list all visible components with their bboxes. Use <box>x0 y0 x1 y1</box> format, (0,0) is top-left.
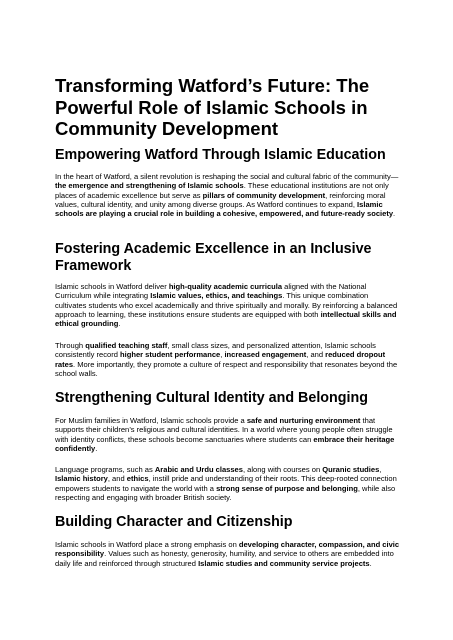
paragraph <box>55 416 400 453</box>
bold-text: intellectual skills and ethical grounding <box>55 310 397 329</box>
paragraph <box>55 540 400 568</box>
text: . Values such as honesty, generosity, humility, and service to others are embedded into daily life and reinforced through structured <box>55 549 394 568</box>
paragraph <box>55 282 400 329</box>
text: , along with courses on <box>242 465 323 474</box>
text: Through <box>55 341 86 350</box>
section-heading-cultural-identity: Strengthening Cultural Identity and Belonging <box>55 390 368 406</box>
bold-text: high-quality academic curricula <box>168 282 283 291</box>
bold-text: Arabic and Urdu classes <box>154 465 243 474</box>
text: . This unique combination cultivates students who excel academically and thrive spiritually and morally. By reinforcing a balanced approach to learning, these institutions ensure students are equipped with both <box>55 291 398 320</box>
bold-text: embrace their heritage confidently <box>55 434 395 454</box>
text: , while also respecting and engaging with broader British society. <box>55 483 396 503</box>
section-heading-empowering: Empowering Watford Through Islamic Education <box>55 147 386 163</box>
text: In the heart of Watford, a silent revolution is reshaping the social and cultural fabric of the community— <box>55 172 399 181</box>
paragraph <box>55 172 400 219</box>
text: . <box>95 444 98 454</box>
paragraph <box>55 465 400 502</box>
bold-text: Islamic schools are playing a crucial role in building a cohesive, empowered, and future-ready society <box>55 200 394 219</box>
bold-text: Islamic values, ethics, and teachings <box>150 291 283 301</box>
bold-text: the emergence and strengthening of Islamic schools <box>55 181 244 191</box>
text: Language programs, such as <box>55 465 155 474</box>
bold-text: Islamic studies and community service projects <box>198 558 370 568</box>
text: . <box>369 558 372 568</box>
bold-text: pillars of community development <box>202 190 326 200</box>
bold-text: increased engagement <box>224 350 307 360</box>
text: , <box>220 350 225 360</box>
bold-text: higher student performance <box>120 350 221 360</box>
bold-text: Quranic studies <box>322 465 380 474</box>
text: , instill pride and understanding of their roots. This deep-rooted connection empowers students to navigate the world with a <box>55 474 397 493</box>
text: For Muslim families in Watford, Islamic schools provide a <box>55 416 247 425</box>
page-title: Transforming Watford’s Future: The Powerful Role of Islamic Schools in Community Development <box>55 75 370 139</box>
bold-text: Islamic history <box>55 474 108 484</box>
bold-text: developing character, compassion, and civic responsibility <box>55 540 400 559</box>
text: aligned with the National Curriculum while integrating <box>55 282 367 301</box>
text: . <box>393 209 396 219</box>
text: , small class sizes, and personalized attention, Islamic schools consistently record <box>55 341 376 360</box>
bold-text: ethics <box>126 474 149 484</box>
text: , and <box>306 350 326 360</box>
bold-text: reduced dropout rates <box>55 350 386 369</box>
section-heading-fostering: Fostering Academic Excellence in an Inclusive Framework <box>55 241 372 274</box>
bold-text: safe and nurturing environment <box>246 416 361 425</box>
section-heading-character: Building Character and Citizenship <box>55 514 293 530</box>
bold-text: qualified teaching staff <box>85 341 168 350</box>
text: . More importantly, they promote a culture of respect and responsibility that resonates beyond the school walls. <box>55 359 398 379</box>
text: Islamic schools in Watford deliver <box>55 282 169 291</box>
text: , <box>379 465 382 474</box>
text: Islamic schools in Watford place a strong emphasis on <box>55 540 239 549</box>
text: , and <box>107 474 127 484</box>
text: . <box>118 319 121 329</box>
text: that supports their children’s religious and cultural identities. In a world where young people often struggle with identity conflicts, these schools become sanctuaries where students can <box>55 416 393 444</box>
bold-text: strong sense of purpose and belonging <box>216 483 358 493</box>
text: . These educational institutions are not only places of academic excellence but serve as <box>55 181 389 200</box>
paragraph <box>55 341 400 378</box>
text: , reinforcing moral values, cultural identity, and unity among diverse groups. As Watford continues to expand, <box>55 190 386 210</box>
